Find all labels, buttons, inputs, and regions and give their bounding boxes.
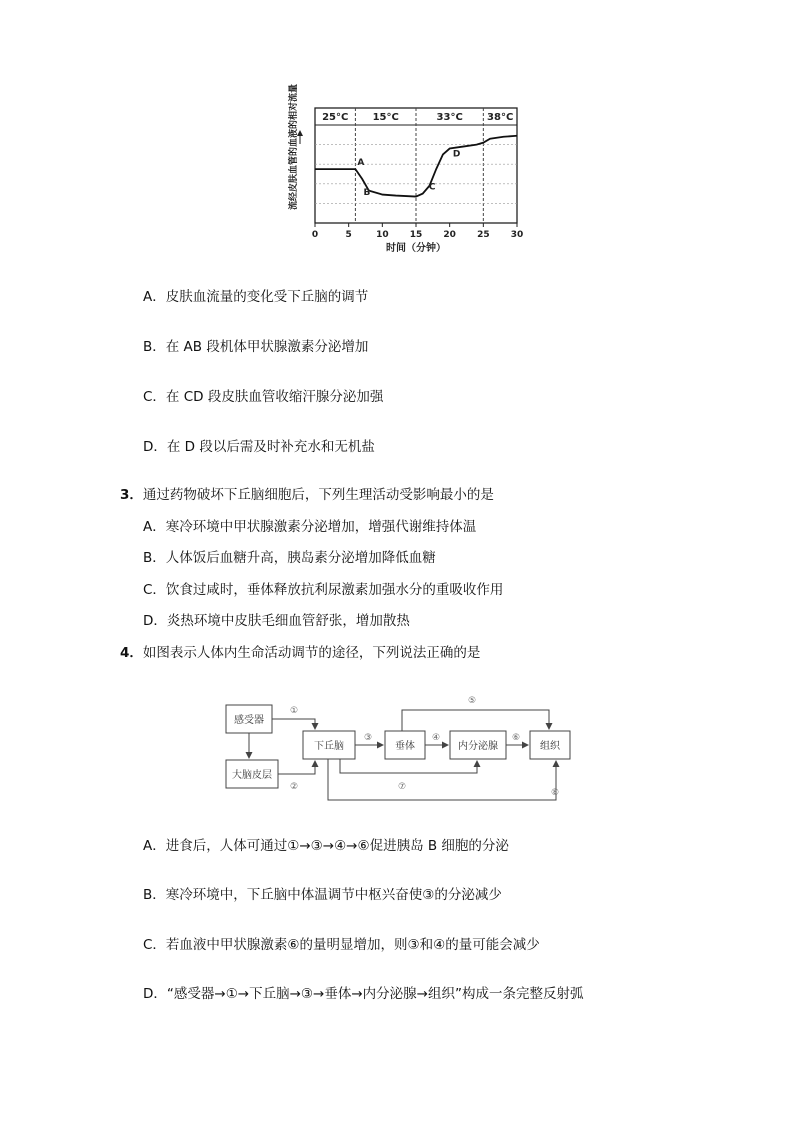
point-label-b: B xyxy=(363,187,371,198)
q4-option-a: A．进食后，人体可通过①→③→④→⑥促进胰岛 B 细胞的分泌 xyxy=(143,838,509,854)
q3-option-b: B．人体饭后血糖升高，胰岛素分泌增加降低血糖 xyxy=(143,550,436,566)
x-tick-label: 15 xyxy=(409,230,423,240)
q3-stem xyxy=(120,486,494,504)
q3-stem-text: 通过药物破坏下丘脑细胞后，下列生理活动受影响最小的是 xyxy=(142,487,494,503)
q4-option-d: D．“感受器→①→下丘脑→③→垂体→内分泌腺→组织”构成一条完整反射弧 xyxy=(143,986,584,1002)
blood-flow-chart xyxy=(0,0,794,260)
x-axis-label: 时间（分钟） xyxy=(386,243,446,254)
q3-option-a: A．寒冷环境中甲状腺激素分泌增加，增强代谢维持体温 xyxy=(143,519,477,535)
q2-option-c: C．在 CD 段皮肤血管收缩汗腺分泌加强 xyxy=(143,389,384,405)
x-tick-label: 0 xyxy=(311,230,319,240)
q3-option-d: D．炎热环境中皮肤毛细血管舒张，增加散热 xyxy=(143,613,410,629)
x-tick-label: 30 xyxy=(510,230,524,240)
point-label-d: D xyxy=(452,149,461,160)
period-label: 15°C xyxy=(372,112,399,123)
q2-option-b: B．在 AB 段机体甲状腺激素分泌增加 xyxy=(143,339,369,355)
box-receptor-label: 感受器 xyxy=(234,715,264,726)
label-7: ⑦ xyxy=(398,782,407,792)
q4-option-c: C．若血液中甲状腺激素⑥的量明显增加，则③和④的量可能会减少 xyxy=(143,937,540,953)
period-label: 38°C xyxy=(487,112,514,123)
q4-number: 4． xyxy=(120,645,143,661)
label-1: ① xyxy=(290,706,299,716)
q4-stem-text: 如图表示人体内生命活动调节的途径，下列说法正确的是 xyxy=(142,645,481,661)
label-2: ② xyxy=(290,782,299,792)
label-4: ④ xyxy=(432,733,441,743)
q3-number: 3． xyxy=(120,487,143,503)
point-label-c: C xyxy=(428,182,436,193)
label-6: ⑥ xyxy=(512,733,521,743)
label-8: ⑧ xyxy=(551,788,560,798)
period-label: 25°C xyxy=(322,112,349,123)
label-5: ⑤ xyxy=(468,696,477,706)
y-axis-label: 流经皮肤血管的血液的相对流量 xyxy=(289,83,299,210)
box-tissue-label: 组织 xyxy=(540,741,560,752)
box-hypothalamus-label: 下丘脑 xyxy=(314,741,344,752)
q3-option-c: C．饮食过咸时，垂体释放抗利尿激素加强水分的重吸收作用 xyxy=(143,582,504,598)
x-tick-label: 20 xyxy=(443,230,456,240)
box-cortex-label: 大脑皮层 xyxy=(232,770,272,781)
box-gland-label: 内分泌腺 xyxy=(458,741,498,752)
q2-option-a: A．皮肤血流量的变化受下丘脑的调节 xyxy=(143,289,369,305)
q4-option-b: B．寒冷环境中，下丘脑中体温调节中枢兴奋使③的分泌减少 xyxy=(143,887,502,903)
q2-option-d: D．在 D 段以后需及时补充水和无机盐 xyxy=(143,439,375,455)
period-label: 33°C xyxy=(436,112,463,123)
x-tick-label: 25 xyxy=(477,230,490,240)
x-tick-label: 10 xyxy=(376,230,389,240)
regulation-diagram xyxy=(0,685,794,815)
point-label-a: A xyxy=(357,158,365,169)
q4-stem xyxy=(120,644,480,662)
x-tick-label: 5 xyxy=(345,230,352,240)
label-3: ③ xyxy=(364,733,373,743)
box-pituitary-label: 垂体 xyxy=(395,741,415,752)
